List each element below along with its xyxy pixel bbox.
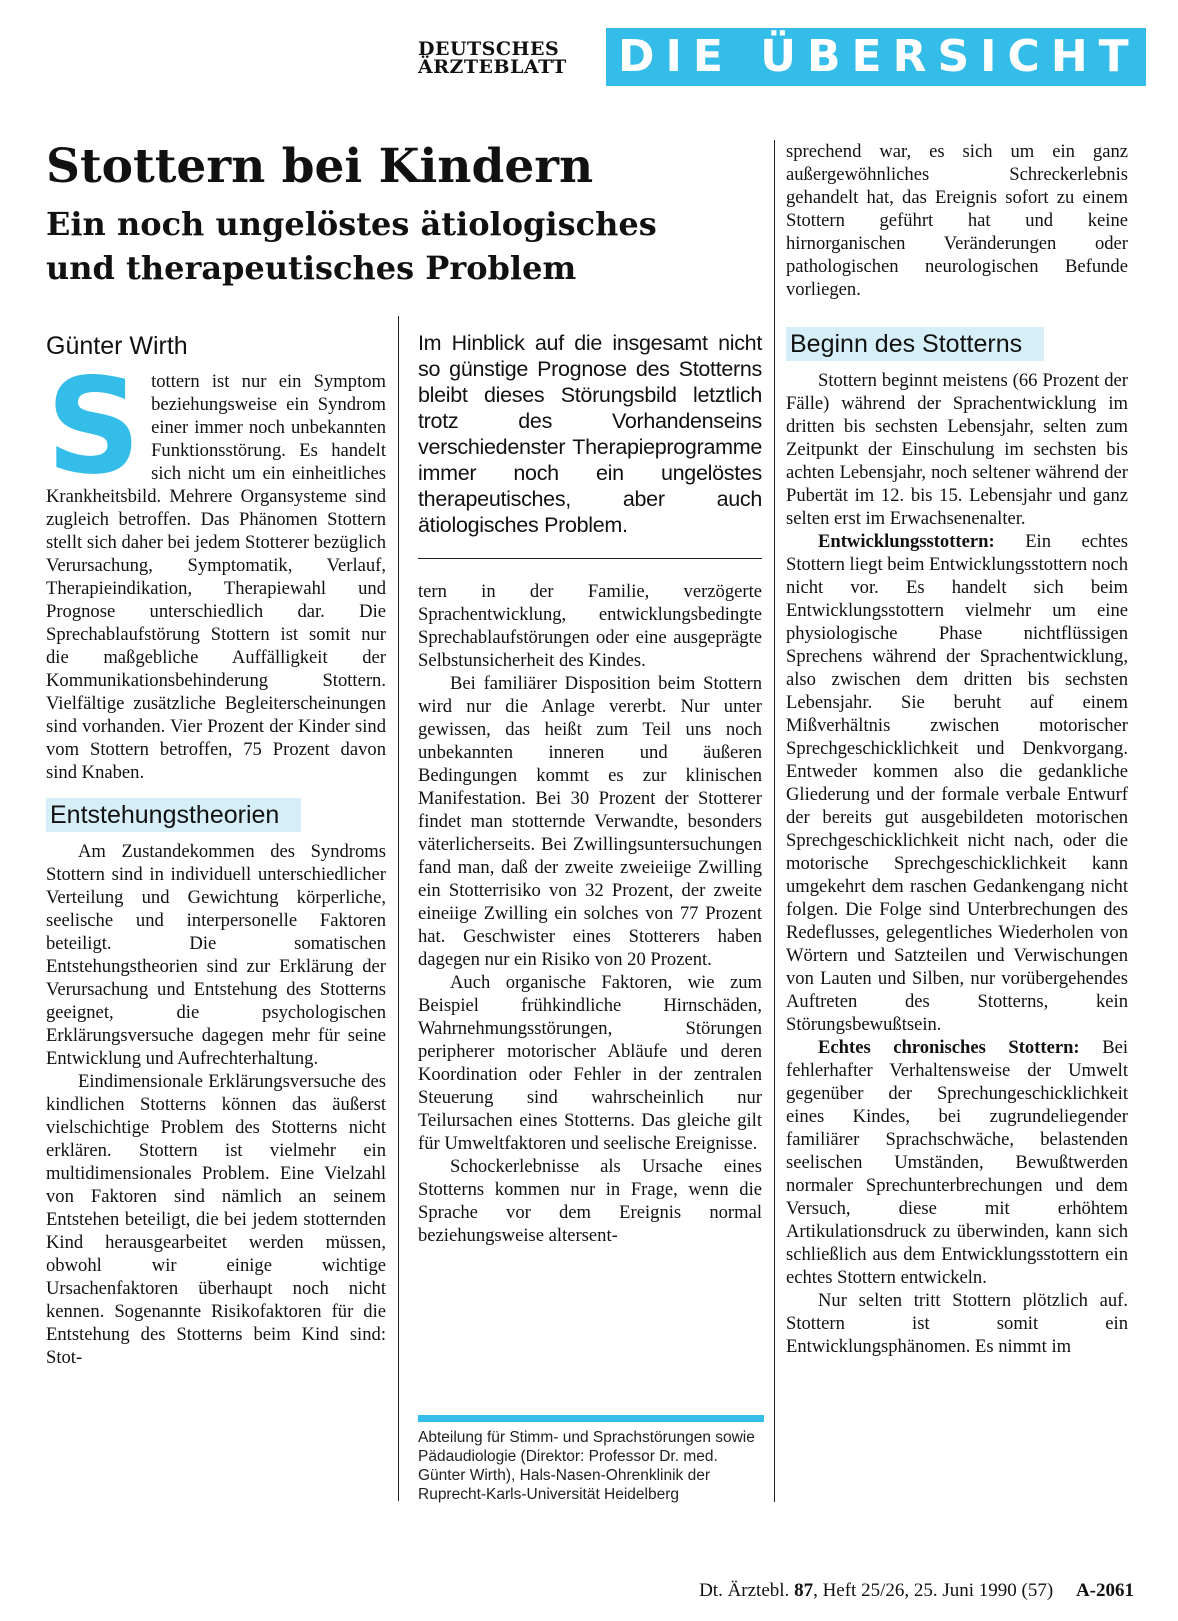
section-banner: DIE ÜBERSICHT: [606, 28, 1146, 86]
body-paragraph: Am Zustandekommen des Syndroms Stottern sind in individuell unterschiedlicher Verteilung und Gewichtung körperliche, seelische und interpersonelle Faktoren beteiligt. Die somatischen Entstehungstheorien sind zur Erklärung der Verursachung und Entstehung des Stotterns geeignet, die psychologischen Erklärungsversuche dagegen mehr für seine Entwicklung und Aufrechterhaltung.: [46, 841, 386, 1069]
body-paragraph: Schockerlebnisse als Ursache eines Stotterns kommen nur in Frage, wenn die Sprache vor dem Ereignis normal beziehungsweise altersent-: [418, 1156, 762, 1246]
author-name: Günter Wirth: [46, 332, 188, 360]
body-paragraph: Entwicklungsstottern: Ein echtes Stottern liegt beim Entwicklungsstottern noch nicht vor. Es handelt sich beim Entwicklungsstottern vielmehr um eine physiologische Phase nichtflüssigen Sprechens während der Sprachentwicklung, also zwischen dem dritten bis sechsten Lebensjahr. Sie beruht auf einem Mißverhältnis zwischen motorischer Sprechgeschicklichkeit und Denkvorgang. Entweder kommen also die gedankliche Gliederung und der formale verbale Entwurf der bereits gut ausgebildeten motorischen Sprechgeschicklichkeit nicht nach, oder die motorische Sprechgeschicklichkeit kann umgekehrt dem raschen Gedankengang nicht folgen. Die Folge sind Unterbrechungen des Redeflusses, gelegentliches Wiederholen von Wörtern und Satzteilen und Verwischungen von Lauten und Silben, nur vorübergehendes Auftreten des Stotterns, kein Störungsbewußtsein.: [786, 531, 1128, 1035]
column-divider-2: [774, 140, 775, 1502]
footer-volume: 87: [794, 1580, 814, 1601]
logo-line-2: ÄRZTEBLATT: [418, 56, 567, 78]
body-paragraph: Bei familiärer Disposition beim Stottern wird nur die Anlage vererbt. Nur unter gewissen, das heißt zum Teil uns noch unbekannten inneren und äußeren Bedingungen kommt es zur klinischen Manifestation. Bei 30 Prozent der Stotterer findet man stotternde Verwandte, besonders väterlicherseits. Bei Zwillingsuntersuchungen fand man, daß der zweite zweieiige Zwilling ein Stotterrisiko von 32 Prozent, der zweite eineiige Zwilling ein solches von 77 Prozent hat. Geschwister eines Stotterers haben dagegen nur ein Risiko von 20 Prozent.: [418, 673, 762, 970]
subtitle-line-2: und therapeutisches Problem: [46, 249, 577, 287]
column-2: [418, 580, 762, 1247]
run-in-heading: Entwicklungsstottern:: [818, 531, 995, 552]
footer-journal: Dt. Ärztebl.: [699, 1580, 790, 1601]
logo-line-1: DEUTSCHES: [418, 38, 560, 60]
article-subtitle: [46, 202, 766, 290]
drop-cap: S: [46, 350, 142, 504]
subtitle-line-1: Ein noch ungelöstes ätiologisches: [46, 205, 657, 243]
author-affiliation: Abteilung für Stimm- und Sprachstörungen sowie Pädaudiologie (Direktor: Professor Dr. med. Günter Wirth), Hals-Nasen-Ohrenklinik der Ruprecht-Karls-Universität Heidelberg: [418, 1429, 755, 1503]
page-number: A-2061: [1075, 1580, 1134, 1601]
footer-issue: , Heft 25/26, 25. Juni 1990 (57): [813, 1580, 1054, 1601]
body-paragraph: Eindimensionale Erklärungsversuche des kindlichen Stotterns können das äußerst vielschichtige Problem des Stotterns nicht erklären. Stottern ist vielmehr ein multidimensionales Problem. Eine Vielzahl von Faktoren sind nämlich an seinem Entstehen beteiligt, die bei jedem stotternden Kind herausgearbeitet werden müssen, obwohl wir einige wichtige Ursachenfaktoren überhaupt noch nicht kennen. Sogenannte Risikofaktoren für die Entstehung des Stotterns beim Kind sind: Stot-: [46, 1071, 386, 1368]
body-paragraph: Auch organische Faktoren, wie zum Beispiel frühkindliche Hirnschäden, Wahrnehmungsstörungen, Störungen peripherer motorischer Abläufe und deren Koordination oder Fehler in der zentralen Steuerung sind wahrscheinlich nur Teilursachen eines Stotterns. Das gleiche gilt für Umweltfaktoren und seelische Ereignisse.: [418, 972, 762, 1154]
intro-paragraph: [46, 350, 386, 784]
body-paragraph: tern in der Familie, verzögerte Sprachentwicklung, entwicklungsbedingte Sprechablaufstörungen oder eine ausgeprägte Selbstunsicherheit des Kindes.: [418, 581, 762, 671]
heading-entstehungstheorien: Entstehungstheorien: [46, 798, 301, 832]
article-title: Stottern bei Kindern: [46, 139, 594, 194]
heading-beginn-des-stotterns: Beginn des Stotterns: [786, 327, 1044, 361]
intro-text: tottern ist nur ein Symptom beziehungsweise ein Syndrom einer immer noch unbekannten Funktionsstörung. Es handelt sich nicht um ein einheitliches Krankheitsbild. Mehrere Organsysteme sind zugleich betroffen. Das Phänomen Stottern stellt sich daher bei jedem Stotterer bezüglich Verursachung, Symptomatik, Verlauf, Therapieindikation, Therapiewahl und Prognose unterschiedlich dar. Die Sprechablaufstörung Stottern ist somit nur die maßgebliche Auffälligkeit der Kommunikationsbehinderung Stottern. Vielfältige zusätzliche Begleiterscheinungen sind vorhanden. Vier Prozent der Kinder sind vom Stottern betroffen, 75 Prozent davon sind Knaben.: [46, 371, 386, 783]
affiliation-accent-bar: [418, 1415, 764, 1422]
column-divider-1: [398, 316, 399, 1501]
article-abstract: Im Hinblick auf die insgesamt nicht so günstige Prognose des Stotterns bleibt dieses Störungsbild letztlich trotz des Vorhandenseins verschiedenster Therapieprogramme immer noch ein ungelöstes therapeutisches, aber auch ätiologisches Problem.: [418, 331, 762, 537]
run-in-heading: Echtes chronisches Stottern:: [818, 1037, 1080, 1058]
body-paragraph: Stottern beginnt meistens (66 Prozent der Fälle) während der Sprachentwicklung im dritten bis sechsten Lebensjahr, selten zum Zeitpunkt der Einschulung im sechsten bis achten Lebensjahr, noch seltener während der Pubertät im 12. bis 15. Lebensjahr und ganz selten erst im Erwachsenenalter.: [786, 370, 1128, 529]
abstract-divider: [418, 558, 762, 559]
page-footer: [0, 1580, 1134, 1602]
column-3: [786, 140, 1128, 1358]
body-paragraph: sprechend war, es sich um ein ganz außergewöhnliches Schreckerlebnis gehandelt hat, das Ereignis sofort zu einem Stottern geführt hat und keine hirnorganischen Veränderungen oder pathologischen neurologischen Befunde vorliegen.: [786, 141, 1128, 300]
journal-logo: [418, 40, 588, 76]
column-1: [46, 350, 386, 1369]
body-paragraph: Nur selten tritt Stottern plötzlich auf. Stottern ist somit ein Entwicklungsphänomen. Es nimmt im: [786, 1290, 1128, 1357]
body-paragraph: Echtes chronisches Stottern: Bei fehlerhafter Verhaltensweise der Umwelt gegenüber der Sprechungeschicklichkeit eines Kindes, bei zugrundeliegender familiärer Sprachschwäche, belastenden seelischen Umständen, Bewußtwerden normaler Sprechunterbrechungen und dem Versuch, diese mit erhöhtem Artikulationsdruck zu überwinden, kann sich schließlich aus dem Entwicklungsstottern ein echtes Stottern entwickeln.: [786, 1037, 1129, 1288]
